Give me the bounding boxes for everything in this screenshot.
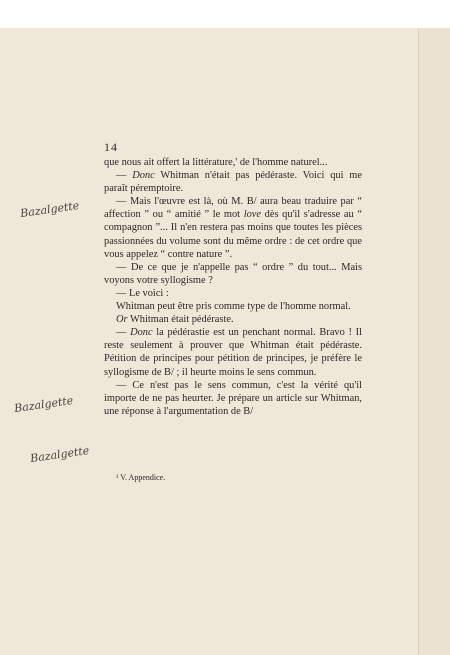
text-run: — Ce n'est pas le sens commun, c'est la vérité qu'il importe de ne pas heurter. Je prépare un article sur Whitman, une réponse à l'argumentation de B/ <box>104 379 362 417</box>
text-run: — De ce que je n'appelle pas “ ordre ” du tout... Mais voyons votre syllogisme ? <box>104 261 362 286</box>
text-run: Whitman était pédéraste. <box>127 314 234 326</box>
text-run: dès qu'il s'adresse au “ compagnon ”... Il n'en restera pas moins que toutes les pièces passionnées du volume sont du même ordre : de cet ordre que vous appelez “ contre nature ”. <box>104 209 362 260</box>
text-run: la pédérastie est un penchant normal. Bravo ! Il reste seulement à prouver que Whitman était pédéraste. Pétition de principes pour pétition de principes, je préfère le syllogisme de B/ ; il heurte moins le sens commun. <box>104 327 362 378</box>
page-body-text <box>104 156 362 418</box>
italic-text: Donc <box>132 170 155 182</box>
text-run: — Mais l'œuvre est là, où M. B/ aura beau traduire par “ affection ” ou “ amitié ” le mot <box>104 196 362 221</box>
italic-text: Donc <box>130 327 153 339</box>
text-run: Whitman n'était pas pédéraste. Voici qui me paraît péremptoire. <box>104 170 362 195</box>
text-run: Whitman peut être pris comme type de l'homme normal. <box>116 301 351 313</box>
text-run: — <box>116 327 131 339</box>
margin-note-bazalgette: Bazalgette <box>29 443 91 466</box>
text-paragraph <box>104 379 362 418</box>
margin-note-bazalgette: Bazalgette <box>19 198 81 221</box>
italic-text: Or <box>116 314 128 326</box>
text-paragraph <box>104 169 362 195</box>
text-run: que nous ait offert la littérature,' de l'homme naturel... <box>104 157 328 168</box>
footnote: ¹ V. Appendice. <box>116 473 166 482</box>
text-paragraph <box>104 300 362 313</box>
page-number: 14 <box>104 140 118 154</box>
text-paragraph <box>104 195 362 260</box>
text-paragraph <box>104 313 362 326</box>
text-run: — <box>116 170 133 182</box>
text-paragraph <box>104 261 362 287</box>
scan-top-margin <box>0 0 450 28</box>
text-run: — Le voici : <box>116 287 169 299</box>
margin-note-bazalgette: Bazalgette <box>13 393 75 416</box>
text-paragraph <box>104 287 362 300</box>
italic-text: love <box>243 209 261 221</box>
text-paragraph <box>104 156 362 169</box>
text-paragraph <box>104 326 362 378</box>
next-page-edge <box>418 28 450 655</box>
